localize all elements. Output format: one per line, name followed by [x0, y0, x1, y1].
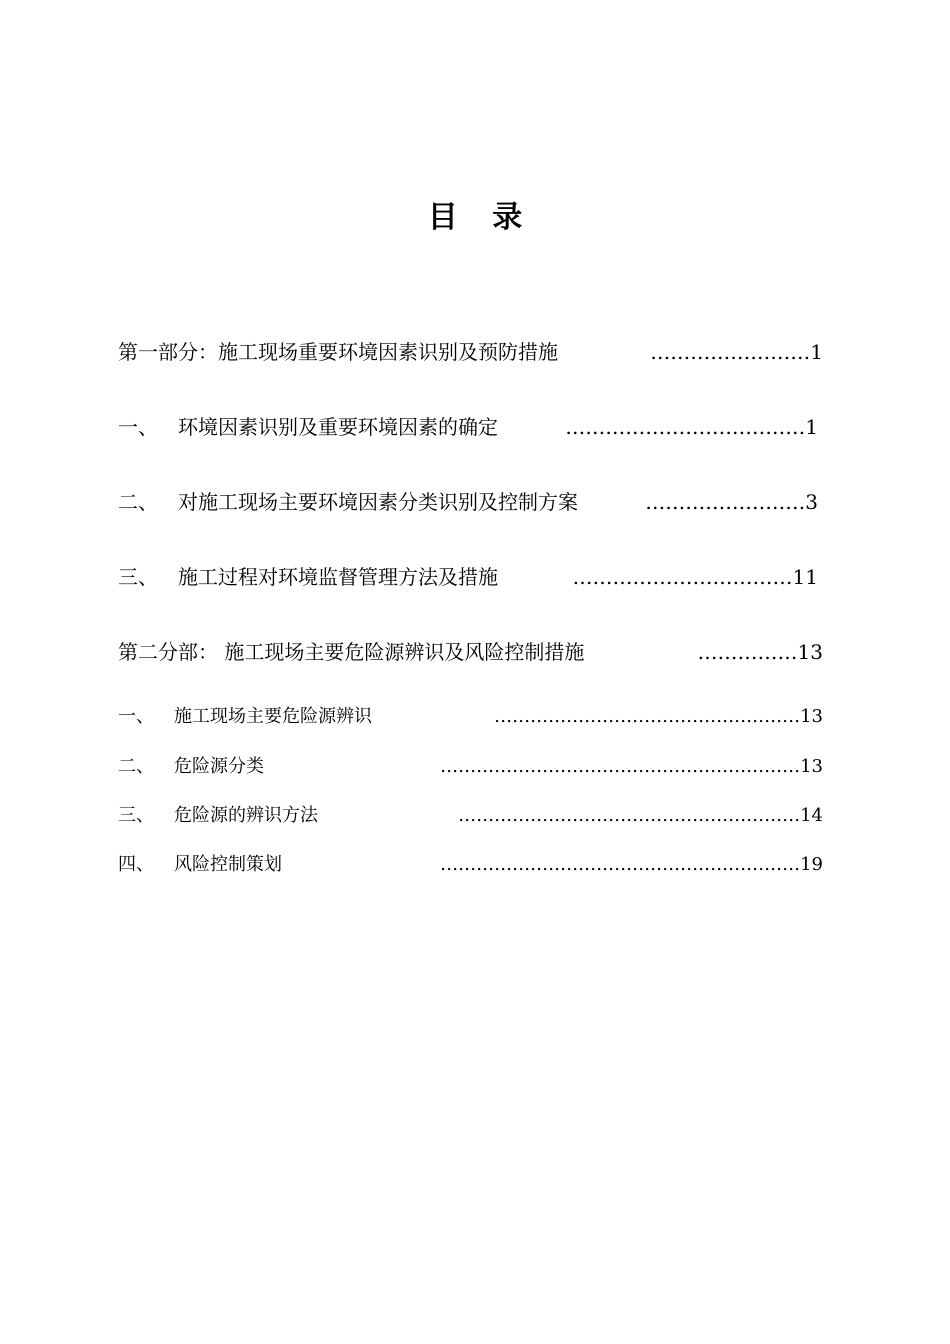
- toc-entry-2-3[interactable]: [118, 802, 823, 830]
- toc-entry-1-3[interactable]: [118, 563, 818, 591]
- toc-entry-2-1[interactable]: [118, 703, 823, 731]
- toc-entry-text: 对施工现场主要环境因素分类识别及控制方案: [178, 490, 578, 514]
- toc-entry-text: 危险源分类: [174, 756, 264, 777]
- toc-entry-leader: ……………: [697, 640, 798, 664]
- toc-entry-number: 三、: [118, 565, 158, 589]
- toc-entry-leader: ……………………………………………………: [440, 756, 801, 777]
- toc-entry-page: 1: [810, 340, 823, 364]
- toc-entry-text: 环境因素识别及重要环境因素的确定: [178, 415, 498, 439]
- toc-entry-page: 13: [800, 706, 823, 727]
- toc-entry-number: 四、: [118, 854, 154, 875]
- toc-entry-number: 三、: [118, 805, 154, 826]
- toc-entry-1-2[interactable]: [118, 488, 818, 516]
- toc-entry-leader: ……………………: [650, 340, 811, 364]
- toc-entry-page: 3: [805, 490, 818, 514]
- toc-entry-page: 1: [805, 415, 818, 439]
- toc-entry-part-2[interactable]: [118, 638, 823, 666]
- toc-entry-leader: …………………………………………………: [458, 805, 801, 826]
- toc-entry-page: 11: [792, 565, 818, 589]
- toc-entry-text: 第二分部： 施工现场主要危险源辨识及风险控制措施: [118, 640, 585, 664]
- toc-entry-text: 风险控制策划: [174, 854, 282, 875]
- toc-entry-leader: ……………………: [645, 490, 806, 514]
- toc-entry-text: 施工过程对环境监督管理方法及措施: [178, 565, 498, 589]
- toc-entry-leader: ……………………………: [572, 565, 793, 589]
- toc-entry-2-4[interactable]: [118, 851, 823, 879]
- toc-entry-2-2[interactable]: [118, 753, 823, 781]
- toc-entry-number: 一、: [118, 415, 158, 439]
- toc-entry-leader: ……………………………………………: [494, 706, 801, 727]
- toc-entry-text: 危险源的辨识方法: [174, 805, 318, 826]
- toc-entry-page: 13: [800, 756, 823, 777]
- toc-entry-leader: ……………………………………………………: [440, 854, 801, 875]
- toc-entry-leader: ………………………………: [565, 415, 806, 439]
- toc-entry-number: 二、: [118, 756, 154, 777]
- toc-entry-text: 施工现场主要危险源辨识: [174, 706, 372, 727]
- toc-entry-page: 13: [797, 640, 823, 664]
- toc-entry-number: 二、: [118, 490, 158, 514]
- toc-entry-page: 19: [800, 854, 823, 875]
- toc-entry-number: 一、: [118, 706, 154, 727]
- toc-entry-text: 第一部分：施工现场重要环境因素识别及预防措施: [118, 340, 558, 364]
- toc-entry-part-1[interactable]: [118, 338, 823, 366]
- toc-entry-1-1[interactable]: [118, 413, 818, 441]
- toc-entry-page: 14: [800, 805, 823, 826]
- toc-title: 目 录: [427, 200, 535, 235]
